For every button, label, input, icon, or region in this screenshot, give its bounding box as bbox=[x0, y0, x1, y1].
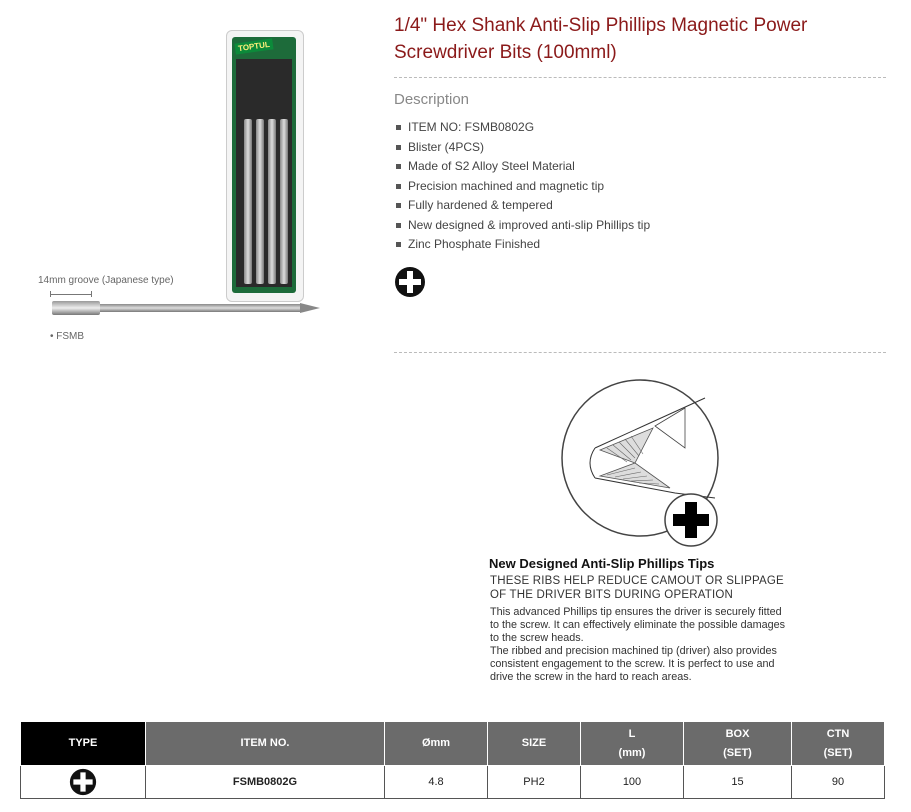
description-heading: Description bbox=[394, 91, 470, 108]
col-header-box bbox=[684, 722, 792, 766]
col-header-length-label: L bbox=[628, 727, 636, 740]
feature-body-line: This advanced Phillips tip ensures the driver is securely fitted bbox=[490, 606, 782, 618]
feature-body-line: The ribbed and precision machined tip (driver) also provides bbox=[490, 645, 777, 657]
feature-heading: New Designed Anti-Slip Phillips Tips bbox=[489, 556, 715, 571]
bit-hex-shank bbox=[52, 301, 100, 315]
brand-logo: TOPTUL bbox=[234, 38, 273, 54]
feature-body-line: consistent engagement to the screw. It is perfect to use and bbox=[490, 658, 775, 670]
list-item: Blister (4PCS) bbox=[394, 138, 650, 158]
feature-subheading bbox=[490, 574, 810, 602]
tip-closeup-illustration bbox=[555, 378, 725, 548]
cell-diameter: 4.8 bbox=[385, 766, 488, 799]
bit-shaft bbox=[100, 304, 300, 312]
phillips-icon bbox=[69, 768, 97, 796]
cell-box: 15 bbox=[684, 766, 792, 799]
col-header-ctn bbox=[792, 722, 885, 766]
groove-label: 14mm groove (Japanese type) bbox=[38, 275, 174, 286]
list-item: Zinc Phosphate Finished bbox=[394, 235, 650, 255]
feature-body-line: to the screw heads. bbox=[490, 632, 584, 644]
feature-body-line: to the screw. It can effectively eliminate the possible damages bbox=[490, 619, 786, 631]
col-header-diameter: Ømm bbox=[385, 722, 488, 766]
col-header-length-unit: (mm) bbox=[618, 746, 646, 759]
list-item: New designed & improved anti-slip Phillips tip bbox=[394, 216, 650, 236]
blister-pack bbox=[226, 30, 304, 302]
col-header-size: SIZE bbox=[488, 722, 581, 766]
list-item: Made of S2 Alloy Steel Material bbox=[394, 157, 650, 177]
col-header-item-no: ITEM NO. bbox=[146, 722, 385, 766]
divider bbox=[394, 77, 886, 78]
series-label: • FSMB bbox=[50, 331, 85, 342]
table-header-row bbox=[21, 722, 885, 766]
blister-bits bbox=[236, 59, 292, 287]
product-image bbox=[30, 25, 340, 355]
spec-table bbox=[20, 721, 885, 799]
bit-image bbox=[256, 119, 264, 284]
divider bbox=[394, 352, 886, 353]
phillips-icon bbox=[394, 266, 426, 298]
col-header-box-label: BOX bbox=[725, 727, 750, 740]
description-list bbox=[394, 118, 650, 255]
col-header-length bbox=[581, 722, 684, 766]
col-header-ctn-label: CTN bbox=[826, 727, 850, 740]
blister-card bbox=[232, 37, 296, 293]
cell-length: 100 bbox=[581, 766, 684, 799]
feature-subheading-line: OF THE DRIVER BITS DURING OPERATION bbox=[490, 589, 733, 601]
feature-body bbox=[490, 606, 810, 684]
list-item: ITEM NO: FSMB0802G bbox=[394, 118, 650, 138]
cell-ctn: 90 bbox=[792, 766, 885, 799]
product-title: 1/4" Hex Shank Anti-Slip Phillips Magnetic Power Screwdriver Bits (100mml) bbox=[394, 15, 808, 63]
bit-image bbox=[268, 119, 276, 284]
cell-type bbox=[21, 766, 146, 799]
bit-image bbox=[244, 119, 252, 284]
single-bit-image bbox=[52, 301, 320, 315]
col-header-type: TYPE bbox=[21, 722, 146, 766]
bit-image bbox=[280, 119, 288, 284]
col-header-box-unit: (SET) bbox=[723, 746, 752, 759]
cell-item-no: FSMB0802G bbox=[146, 766, 385, 799]
feature-subheading-line: THESE RIBS HELP REDUCE CAMOUT OR SLIPPAGE bbox=[490, 575, 784, 587]
table-row bbox=[21, 766, 885, 799]
feature-body-line: drive the screw in the hard to reach areas. bbox=[490, 671, 692, 683]
list-item: Precision machined and magnetic tip bbox=[394, 177, 650, 197]
col-header-ctn-unit: (SET) bbox=[823, 746, 853, 759]
cell-size: PH2 bbox=[488, 766, 581, 799]
bit-tip bbox=[300, 303, 320, 313]
groove-dimension-arrow bbox=[50, 291, 92, 297]
list-item: Fully hardened & tempered bbox=[394, 196, 650, 216]
